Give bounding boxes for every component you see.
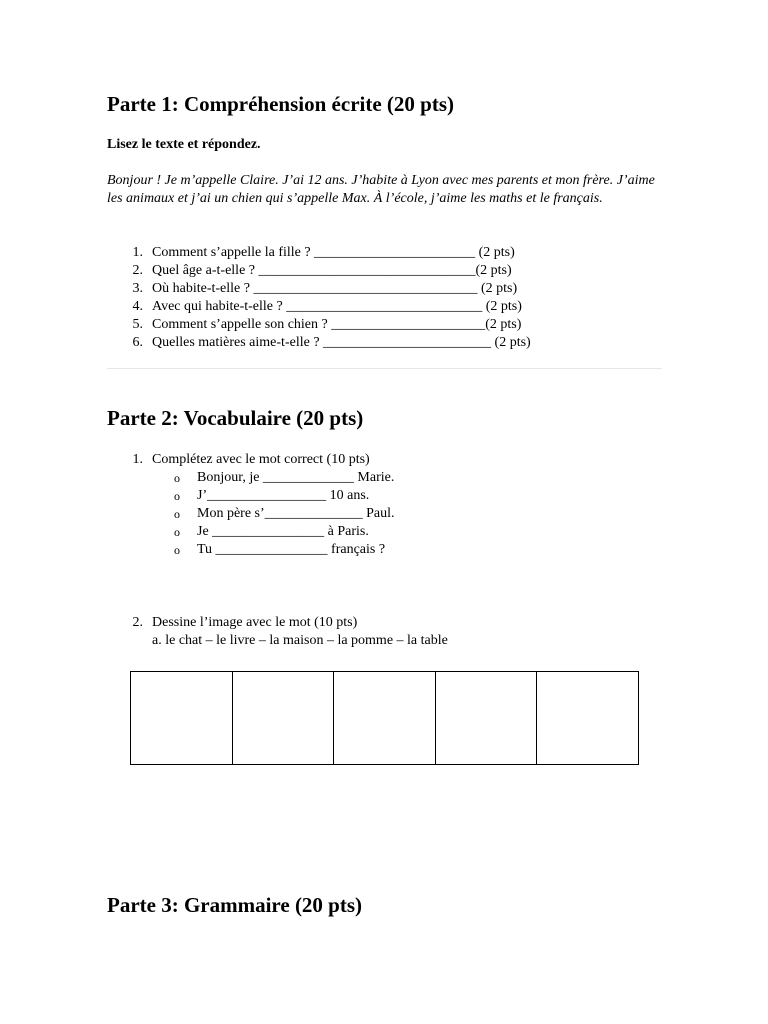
drawing-cell[interactable] xyxy=(334,672,436,765)
comprehension-questions xyxy=(107,244,531,352)
part2-title: Parte 2: Vocabulaire (20 pts) xyxy=(107,406,364,430)
vocab-exercise-1 xyxy=(107,451,395,559)
part1-instruction: Lisez le texte et répondez. xyxy=(107,137,261,152)
fill-in-item: o Bonjour, je _____________ Marie. xyxy=(174,470,395,485)
fill-in-item: o J’_________________ 10 ans. xyxy=(174,488,370,503)
vocab-exercise-2 xyxy=(107,614,448,650)
section-divider xyxy=(107,368,662,369)
question-item: 1. Comment s’appelle la fille ? _______________________ (2 pts) xyxy=(132,245,515,260)
word-list: a. le chat – le livre – la maison – la pomme – la table xyxy=(152,633,448,648)
part1-title: Parte 1: Compréhension écrite (20 pts) xyxy=(107,92,454,116)
drawing-cell[interactable] xyxy=(232,672,334,765)
fill-in-list xyxy=(152,469,395,559)
exercise-item: 1. Complétez avec le mot correct (10 pts) o Bonjour, je _____________ Marie. o J’_________________ 10 ans. o Mon père s’______________ Paul. o Je ________________ à Paris. o Tu ________________ français ? xyxy=(132,452,395,557)
question-item: 5. Comment s’appelle son chien ? ______________________(2 pts) xyxy=(132,317,522,332)
reading-text: Bonjour ! Je m’appelle Claire. J’ai 12 ans. J’habite à Lyon avec mes parents et mon frère. J’aime les animaux et j’ai un chien qui s’appelle Max. À l’école, j’aime les maths et le français. xyxy=(107,173,655,206)
question-item: 3. Où habite-t-elle ? ________________________________ (2 pts) xyxy=(132,281,518,296)
drawing-grid xyxy=(130,671,639,765)
question-item: 2. Quel âge a-t-elle ? _______________________________(2 pts) xyxy=(132,263,512,278)
question-item: 6. Quelles matières aime-t-elle ? ________________________ (2 pts) xyxy=(132,335,531,350)
part3-title: Parte 3: Grammaire (20 pts) xyxy=(107,893,363,917)
exercise-instruction: Complétez avec le mot correct (10 pts) xyxy=(152,452,370,467)
question-item: 4. Avec qui habite-t-elle ? ____________________________ (2 pts) xyxy=(132,299,522,314)
drawing-cell[interactable] xyxy=(131,672,233,765)
drawing-cell[interactable] xyxy=(537,672,639,765)
fill-in-item: o Mon père s’______________ Paul. xyxy=(174,506,395,521)
fill-in-item: o Tu ________________ français ? xyxy=(174,542,386,557)
exercise-item: 2. Dessine l’image avec le mot (10 pts) a. le chat – le livre – la maison – la pomme – la table xyxy=(132,615,448,648)
exercise-instruction: Dessine l’image avec le mot (10 pts) xyxy=(152,615,358,630)
fill-in-item: o Je ________________ à Paris. xyxy=(174,524,369,539)
drawing-cell[interactable] xyxy=(435,672,537,765)
